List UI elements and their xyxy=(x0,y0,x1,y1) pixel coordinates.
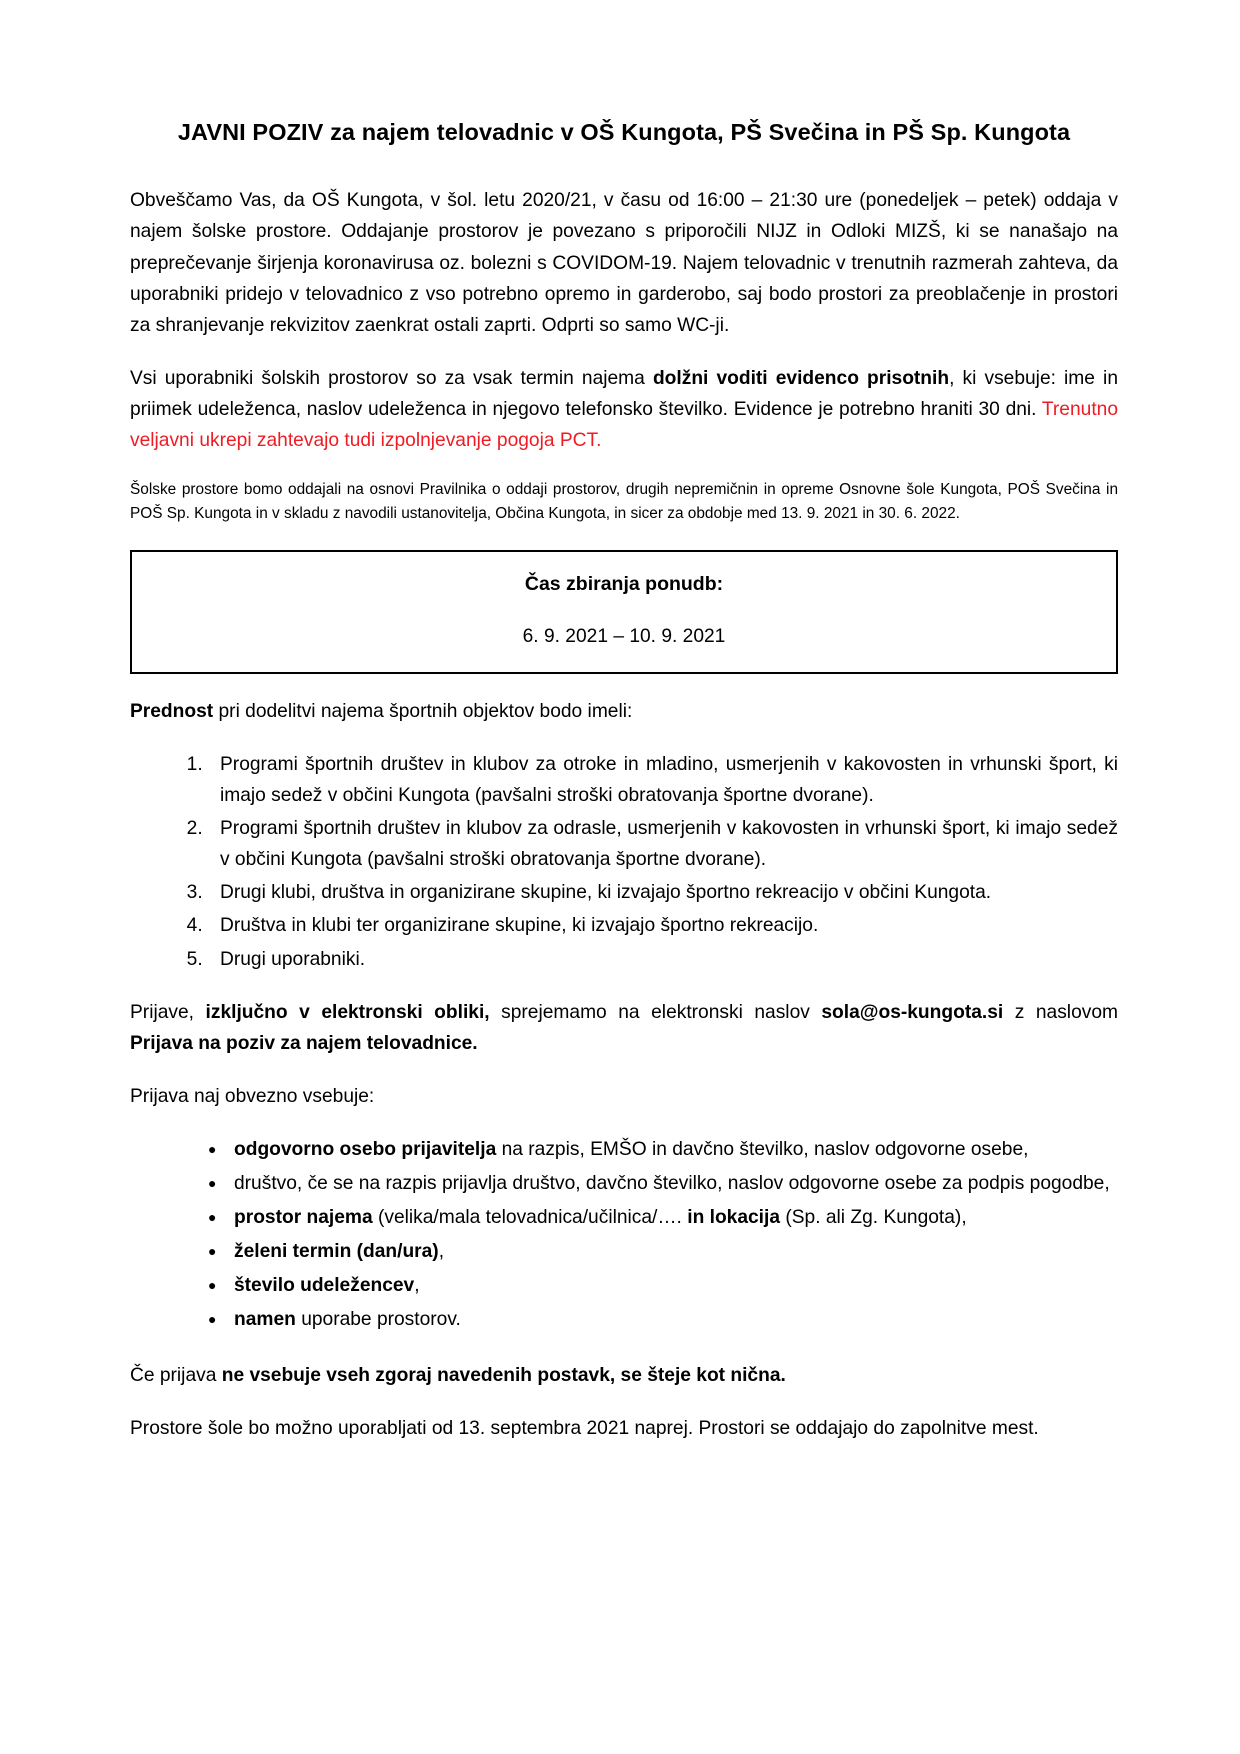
application-text-part-3: z naslovom xyxy=(1003,1001,1118,1023)
requirement-text-1: , xyxy=(438,1241,445,1263)
requirement-bold-2: in lokacija xyxy=(687,1207,781,1229)
list-item xyxy=(208,1304,1118,1335)
requirement-text-1: , xyxy=(414,1275,420,1297)
list-item: 2. Programi športnih društev in klubov za odrasle, usmerjenih v kakovosten in vrhunski šport, ki imajo sedež v občini Kungota (pavšalni stroški obratovanja športne dvorane). xyxy=(208,813,1118,875)
list-item xyxy=(208,1202,1118,1233)
list-item xyxy=(208,1236,1118,1267)
requirement-text-1: na razpis, EMŠO in davčno številko, naslov odgovorne osebe, xyxy=(496,1138,1029,1160)
application-subject-line: Prijava na poziv za najem telovadnice. xyxy=(130,1032,478,1054)
attendance-text-part-1: Vsi uporabniki šolskih prostorov so za vsak termin najema xyxy=(130,367,653,389)
pct-notice-red-text: Trenutno veljavni ukrepi zahtevajo tudi izpolnjevanje pogoja PCT. xyxy=(130,398,1118,452)
void-bold-phrase: ne vsebuje vseh zgoraj navedenih postavk, se šteje kot nična. xyxy=(221,1364,786,1386)
priority-intro-text: pri dodelitvi najema športnih objektov bodo imeli: xyxy=(213,700,633,722)
requirement-bold-1: želeni termin (dan/ura) xyxy=(234,1241,439,1263)
list-item xyxy=(208,1270,1118,1301)
offer-collection-box xyxy=(130,550,1118,674)
list-item: 4. Društva in klubi ter organizirane skupine, ki izvajajo športno rekreacijo. xyxy=(208,910,1118,941)
application-bold-electronic-form: izključno v elektronski obliki, xyxy=(205,1001,490,1023)
priority-bold-word: Prednost xyxy=(130,700,214,722)
requirement-bold-1: število udeležencev xyxy=(234,1275,415,1297)
page-title: JAVNI POZIV za najem telovadnic v OŠ Kungota, PŠ Svečina in PŠ Sp. Kungota xyxy=(177,119,1071,145)
list-item xyxy=(208,1134,1118,1165)
requirement-bold-1: odgovorno osebo prijavitelja xyxy=(234,1138,497,1160)
requirement-bold-1: namen xyxy=(234,1309,296,1331)
regulation-paragraph: Šolske prostore bomo oddajali na osnovi Pravilnika o oddaji prostorov, drugih nepremičnin in opreme Osnovne šole Kungota, POŠ Svečina in POŠ Sp. Kungota in v skladu z navodili ustanovitelja, Občina Kungota, in sicer za obdobje med 13. 9. 2021 in 30. 6. 2022. xyxy=(130,481,1118,522)
list-item: 3. Drugi klubi, društva in organizirane skupine, ki izvajajo športno rekreacijo v občini Kungota. xyxy=(208,877,1118,908)
requirements-list xyxy=(130,1134,1118,1336)
list-item xyxy=(208,1168,1118,1199)
list-item: 5. Drugi uporabniki. xyxy=(208,944,1118,975)
requirement-text-1: društvo, če se na razpis prijavlja društvo, davčno številko, naslov odgovorne osebe za podpis pogodbe, xyxy=(234,1173,1110,1195)
requirement-text-2: (Sp. ali Zg. Kungota), xyxy=(780,1207,967,1229)
attendance-bold-phrase: dolžni voditi evidenco prisotnih xyxy=(652,367,950,389)
application-email-address: sola@os-kungota.si xyxy=(821,1001,1004,1023)
requirement-text-1: uporabe prostorov. xyxy=(295,1309,461,1331)
intro-paragraph: Obveščamo Vas, da OŠ Kungota, v šol. letu 2020/21, v času od 16:00 – 21:30 ure (ponedeljek – petek) oddaja v najem šolske prostore. Oddajanje prostorov je povezano s priporočili NIJZ in Odloki MIZŠ, ki se nanašajo na preprečevanje širjenja koronavirusa oz. bolezni s COVIDOM-19. Najem telovadnic v trenutnih razmerah zahteva, da uporabniki pridejo v telovadnico z vso potrebno opremo in garderobo, saj bodo prostori za preoblačenje in prostori za shranjevanje rekvizitov zaenkrat ostali zaprti. Odprti so samo WC-ji. xyxy=(130,190,1118,336)
priority-list xyxy=(130,749,1118,975)
requirements-intro-paragraph: Prijava naj obvezno vsebuje: xyxy=(130,1085,375,1107)
closing-paragraph: Prostore šole bo možno uporabljati od 13. septembra 2021 naprej. Prostori se oddajajo do zapolnitve mest. xyxy=(130,1417,1039,1439)
application-text-part-2: sprejemamo na elektronski naslov xyxy=(489,1001,822,1023)
list-item: 1. Programi športnih društev in klubov za otroke in mladino, usmerjenih v kakovosten in vrhunski šport, ki imajo sedež v občini Kungota (pavšalni stroški obratovanja športne dvorane). xyxy=(208,749,1118,811)
offer-collection-dates: 6. 9. 2021 – 10. 9. 2021 xyxy=(522,626,726,648)
void-text-part-1: Če prijava xyxy=(130,1364,222,1386)
requirement-text-1: (velika/mala telovadnica/učilnica/…. xyxy=(372,1207,688,1229)
application-paragraph xyxy=(130,997,1118,1059)
attendance-record-paragraph xyxy=(130,363,1118,456)
application-text-part-1: Prijave, xyxy=(130,1001,206,1023)
attendance-text-part-2: , ki vsebuje: ime in priimek udeleženca, naslov udeleženca in njegovo telefonsko številko. Evidence je potrebno hraniti 30 dni. xyxy=(130,367,1118,420)
requirement-bold-1: prostor najema xyxy=(234,1207,373,1229)
offer-collection-title: Čas zbiranja ponudb: xyxy=(524,572,724,595)
priority-intro-paragraph xyxy=(130,696,1118,727)
void-application-paragraph xyxy=(130,1360,1118,1391)
